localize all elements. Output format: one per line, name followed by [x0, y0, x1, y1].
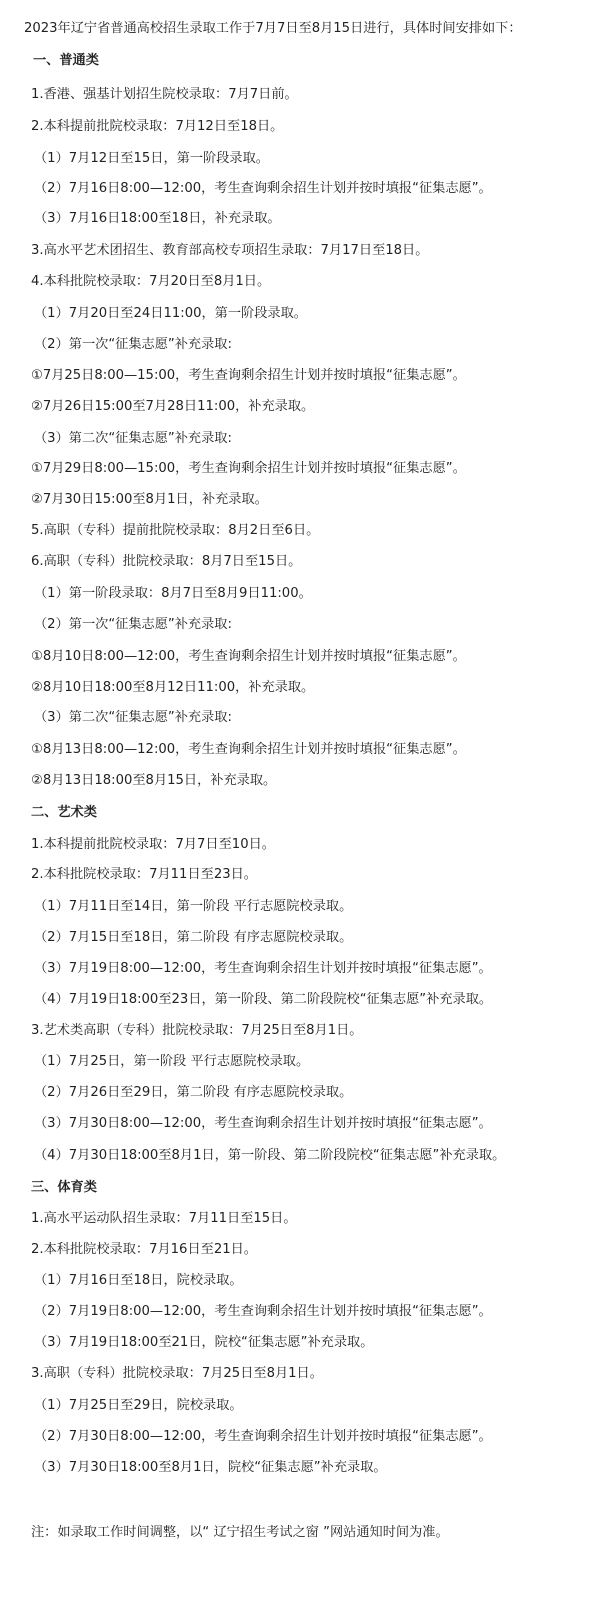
schedule-line: ②8月13日18:00至8月15日，补充录取。 — [31, 773, 277, 788]
schedule-line: ②8月10日18:00至8月12日11:00，补充录取。 — [31, 680, 315, 695]
schedule-line: （3）7月30日18:00至8月1日，院校“征集志愿”补充录取。 — [34, 1460, 387, 1475]
schedule-line: （1）7月25日，第一阶段 平行志愿院校录取。 — [34, 1054, 310, 1069]
schedule-line: （2）7月15日至18日，第二阶段 有序志愿院校录取。 — [34, 930, 353, 945]
schedule-line: （2）7月30日8:00—12:00，考生查询剩余招生计划并按时填报“征集志愿”。 — [34, 1429, 492, 1444]
schedule-line: 4.本科批院校录取：7月20日至8月1日。 — [31, 274, 271, 289]
schedule-line: 6.高职（专科）批院校录取：8月7日至15日。 — [31, 554, 302, 569]
schedule-line: （3）7月19日18:00至21日，院校“征集志愿”补充录取。 — [34, 1335, 374, 1350]
section-heading-arts: 二、艺术类 — [31, 805, 97, 820]
schedule-line: （3）7月16日18:00至18日，补充录取。 — [34, 211, 281, 226]
schedule-line: （2）第一次“征集志愿”补充录取: — [34, 337, 232, 352]
schedule-line: 1.高水平运动队招生录取：7月11日至15日。 — [31, 1211, 297, 1226]
schedule-line: ②7月26日15:00至7月28日11:00，补充录取。 — [31, 399, 315, 414]
schedule-line: 2.本科批院校录取：7月16日至21日。 — [31, 1242, 257, 1257]
section-heading-sports: 三、体育类 — [31, 1180, 97, 1195]
schedule-line: ②7月30日15:00至8月1日，补充录取。 — [31, 492, 268, 507]
schedule-line: （2）7月26日至29日，第二阶段 有序志愿院校录取。 — [34, 1085, 353, 1100]
schedule-line: 3.高职（专科）批院校录取：7月25日至8月1日。 — [31, 1366, 323, 1381]
schedule-line: （4）7月30日18:00至8月1日，第一阶段、第二阶段院校“征集志愿”补充录取。 — [34, 1148, 506, 1163]
schedule-line: （1）7月20日至24日11:00，第一阶段录取。 — [34, 306, 307, 321]
schedule-line: （3）第二次“征集志愿”补充录取: — [34, 710, 232, 725]
schedule-line: ①7月25日8:00—15:00，考生查询剩余招生计划并按时填报“征集志愿”。 — [31, 368, 466, 383]
schedule-line: （3）7月30日8:00—12:00，考生查询剩余招生计划并按时填报“征集志愿”。 — [34, 1116, 492, 1131]
schedule-line: ①7月29日8:00—15:00，考生查询剩余招生计划并按时填报“征集志愿”。 — [31, 461, 466, 476]
schedule-line: （2）第一次“征集志愿”补充录取: — [34, 617, 232, 632]
section-heading-general: 一、普通类 — [33, 53, 99, 68]
schedule-line: ①8月13日8:00—12:00，考生查询剩余招生计划并按时填报“征集志愿”。 — [31, 742, 466, 757]
schedule-line: （3）第二次“征集志愿”补充录取: — [34, 431, 232, 446]
schedule-line: 2.本科批院校录取：7月11日至23日。 — [31, 867, 257, 882]
intro-paragraph: 2023年辽宁省普通高校招生录取工作于7月7日至8月15日进行，具体时间安排如下： — [24, 21, 522, 36]
schedule-line: 2.本科提前批院校录取：7月12日至18日。 — [31, 119, 284, 134]
schedule-line: （1）7月25日至29日，院校录取。 — [34, 1398, 243, 1413]
schedule-line: （1）7月16日至18日，院校录取。 — [34, 1273, 243, 1288]
schedule-line: （2）7月16日8:00—12:00，考生查询剩余招生计划并按时填报“征集志愿”。 — [34, 181, 492, 196]
schedule-line: 3.艺术类高职（专科）批院校录取：7月25日至8月1日。 — [31, 1023, 363, 1038]
schedule-line: （2）7月19日8:00—12:00，考生查询剩余招生计划并按时填报“征集志愿”。 — [34, 1304, 492, 1319]
schedule-line: 3.高水平艺术团招生、教育部高校专项招生录取：7月17日至18日。 — [31, 243, 429, 258]
schedule-line: 5.高职（专科）提前批院校录取：8月2日至6日。 — [31, 523, 320, 538]
schedule-line: （1）7月11日至14日，第一阶段 平行志愿院校录取。 — [34, 899, 353, 914]
footnote: 注：如录取工作时间调整，以“ 辽宁招生考试之窗 ”网站通知时间为准。 — [31, 1525, 449, 1540]
schedule-line: （3）7月19日8:00—12:00，考生查询剩余招生计划并按时填报“征集志愿”。 — [34, 961, 492, 976]
schedule-line: （1）第一阶段录取：8月7日至8月9日11:00。 — [34, 586, 312, 601]
schedule-line: （1）7月12日至15日，第一阶段录取。 — [34, 151, 269, 166]
schedule-line: ①8月10日8:00—12:00，考生查询剩余招生计划并按时填报“征集志愿”。 — [31, 649, 466, 664]
schedule-line: 1.本科提前批院校录取：7月7日至10日。 — [31, 837, 275, 852]
schedule-line: 1.香港、强基计划招生院校录取：7月7日前。 — [31, 87, 298, 102]
schedule-line: （4）7月19日18:00至23日，第一阶段、第二阶段院校“征集志愿”补充录取。 — [34, 992, 493, 1007]
